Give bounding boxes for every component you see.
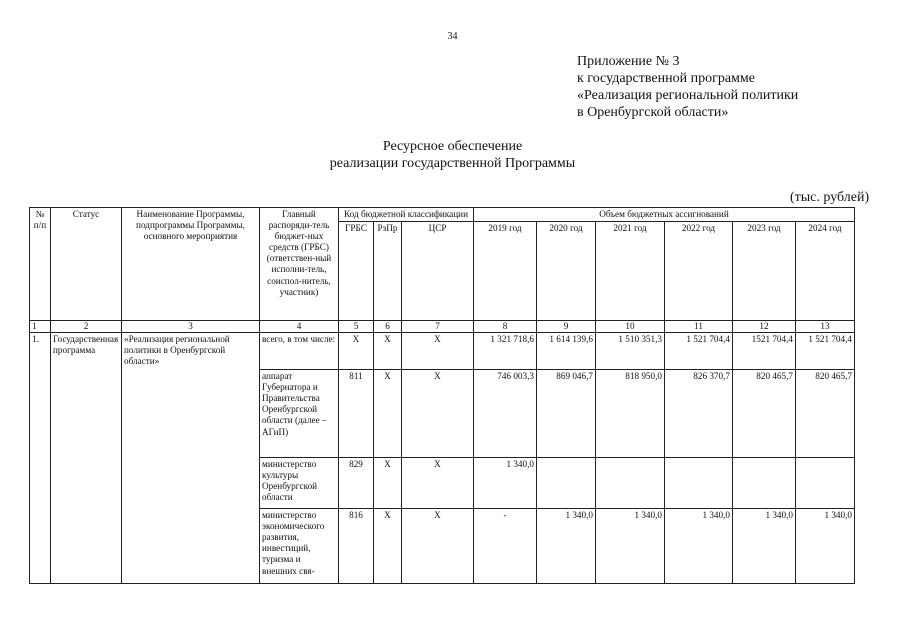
value-cell: 820 465,7 — [733, 370, 796, 458]
column-number: 13 — [796, 321, 855, 333]
manager-cell: министерство культуры Оренбургской области — [260, 458, 339, 509]
manager-cell: всего, в том числе: — [260, 333, 339, 370]
manager-cell: аппарат Губернатора и Правительства Оренбургской области (далее – АГиП) — [260, 370, 339, 458]
rzpr-cell: X — [374, 370, 402, 458]
value-cell: 1 340,0 — [796, 509, 855, 584]
value-cell: 1 521 704,4 — [665, 333, 733, 370]
value-cell: 1 614 139,6 — [537, 333, 596, 370]
csr-cell: X — [402, 458, 474, 509]
header-name: Наименование Программы, подпрограммы Программы, основного мероприятия — [122, 208, 260, 321]
appendix-block — [577, 53, 798, 121]
value-cell: 1521 704,4 — [733, 333, 796, 370]
value-cell: 1 510 351,3 — [596, 333, 665, 370]
header-year: 2024 год — [796, 222, 855, 321]
header-budget-code: Код бюджетной классификации — [339, 208, 474, 222]
value-cell — [537, 458, 596, 509]
column-number: 10 — [596, 321, 665, 333]
column-number-row — [30, 321, 855, 333]
value-cell: 1 340,0 — [474, 458, 537, 509]
header-grbs: ГРБС — [339, 222, 374, 321]
document-title — [0, 138, 905, 172]
value-cell — [796, 458, 855, 509]
title-line: реализации государственной Программы — [329, 156, 576, 171]
column-number: 4 — [260, 321, 339, 333]
program-num: 1. — [30, 333, 51, 584]
appendix-line: к государственной программе — [577, 71, 755, 86]
value-cell: 1 340,0 — [733, 509, 796, 584]
grbs-cell: 816 — [339, 509, 374, 584]
appendix-line: в Оренбургской области» — [577, 105, 729, 120]
appendix-line: «Реализация региональной политики — [577, 88, 799, 103]
appendix-line: Приложение № 3 — [577, 54, 680, 69]
header-rzpr: РзПр — [374, 222, 402, 321]
program-status: Государственная программа — [51, 333, 122, 584]
value-cell: 820 465,7 — [796, 370, 855, 458]
column-number: 9 — [537, 321, 596, 333]
column-number: 7 — [402, 321, 474, 333]
value-cell: 746 003,3 — [474, 370, 537, 458]
rzpr-cell: X — [374, 509, 402, 584]
column-number: 8 — [474, 321, 537, 333]
csr-cell: X — [402, 509, 474, 584]
title-line: Ресурсное обеспечение — [382, 139, 523, 154]
header-year: 2023 год — [733, 222, 796, 321]
value-cell — [665, 458, 733, 509]
rzpr-cell: X — [374, 458, 402, 509]
value-cell: 869 046,7 — [537, 370, 596, 458]
header-year: 2022 год — [665, 222, 733, 321]
value-cell: 826 370,7 — [665, 370, 733, 458]
header-year: 2020 год — [537, 222, 596, 321]
header-num: № п/п — [30, 208, 51, 321]
column-number: 6 — [374, 321, 402, 333]
table-row — [30, 333, 855, 370]
value-cell: 1 340,0 — [665, 509, 733, 584]
resource-table — [29, 207, 855, 584]
column-number: 2 — [51, 321, 122, 333]
rzpr-cell: X — [374, 333, 402, 370]
column-number: 3 — [122, 321, 260, 333]
header-row — [30, 208, 855, 222]
grbs-cell: 811 — [339, 370, 374, 458]
value-cell: 1 340,0 — [537, 509, 596, 584]
column-number: 11 — [665, 321, 733, 333]
value-cell: 1 521 704,4 — [796, 333, 855, 370]
program-name: «Реализация региональной политики в Оренбургской области» — [122, 333, 260, 584]
value-cell — [733, 458, 796, 509]
header-manager: Главный распоряди-тель бюджет-ных средств (ГРБС) (ответствен-ный исполни-тель, соиспол-нитель, участник) — [260, 208, 339, 321]
page-number: 34 — [447, 31, 458, 42]
header-year: 2021 год — [596, 222, 665, 321]
value-cell: 818 950,0 — [596, 370, 665, 458]
value-cell: 1 340,0 — [596, 509, 665, 584]
grbs-cell: 829 — [339, 458, 374, 509]
header-status: Статус — [51, 208, 122, 321]
csr-cell: X — [402, 333, 474, 370]
grbs-cell: X — [339, 333, 374, 370]
units-label: (тыс. рублей) — [790, 190, 870, 205]
header-csr: ЦСР — [402, 222, 474, 321]
value-cell: 1 321 718,6 — [474, 333, 537, 370]
column-number: 12 — [733, 321, 796, 333]
header-volume: Объем бюджетных ассигнований — [474, 208, 855, 222]
csr-cell: X — [402, 370, 474, 458]
column-number: 5 — [339, 321, 374, 333]
value-cell: - — [474, 509, 537, 584]
header-year: 2019 год — [474, 222, 537, 321]
manager-cell: министерство экономического развития, инвестиций, туризма и внешних свя- — [260, 509, 339, 584]
column-number: 1 — [30, 321, 51, 333]
value-cell — [596, 458, 665, 509]
